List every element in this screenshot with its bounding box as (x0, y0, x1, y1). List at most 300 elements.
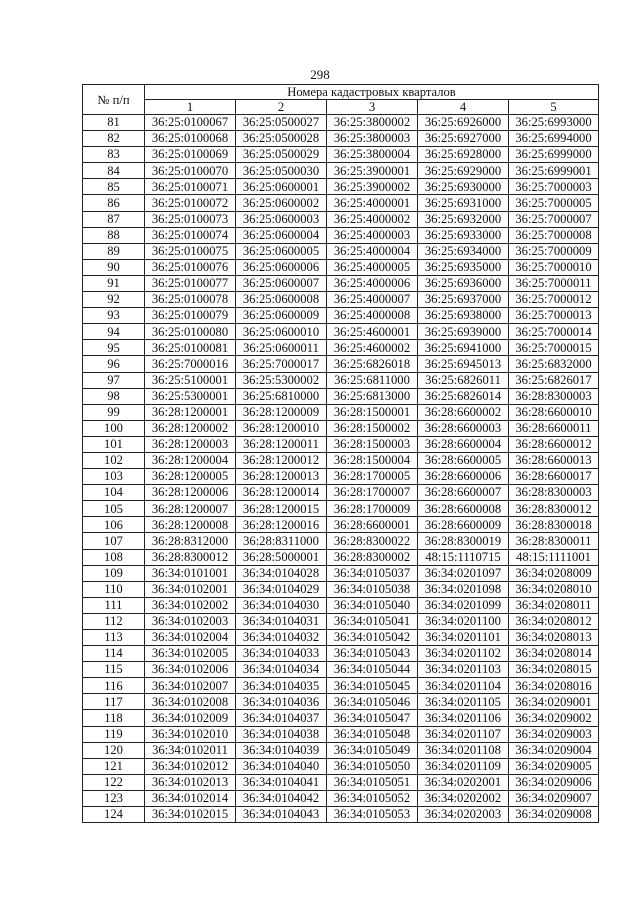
cadastral-number-cell: 36:34:0105041 (327, 613, 418, 629)
cadastral-number-cell: 36:28:1200014 (236, 485, 327, 501)
cadastral-number-cell: 36:25:4000004 (327, 243, 418, 259)
cadastral-number-cell: 36:34:0104031 (236, 613, 327, 629)
cadastral-number-cell: 36:34:0202003 (418, 807, 509, 823)
cadastral-number-cell: 36:28:6600004 (418, 436, 509, 452)
cadastral-number-cell: 36:25:0600008 (236, 292, 327, 308)
table-row (83, 581, 599, 597)
cadastral-number-cell: 36:25:6999001 (509, 163, 599, 179)
cadastral-number-cell: 36:34:0105040 (327, 597, 418, 613)
cadastral-number-cell: 36:34:0104029 (236, 581, 327, 597)
table-header (83, 85, 599, 115)
cadastral-number-cell: 36:25:6832000 (509, 356, 599, 372)
cadastral-number-cell: 36:28:1200012 (236, 452, 327, 468)
cadastral-number-cell: 36:28:1200016 (236, 517, 327, 533)
row-number-cell: 86 (83, 195, 145, 211)
row-number-cell: 118 (83, 710, 145, 726)
cadastral-number-cell: 36:25:6930000 (418, 179, 509, 195)
cadastral-number-cell: 36:25:7000015 (509, 340, 599, 356)
column-number-2: 2 (236, 100, 327, 115)
cadastral-number-cell: 36:25:4600002 (327, 340, 418, 356)
cadastral-number-cell: 36:28:1200009 (236, 404, 327, 420)
cadastral-number-cell: 36:34:0201099 (418, 597, 509, 613)
row-number-cell: 124 (83, 807, 145, 823)
cadastral-number-cell: 36:25:6826017 (509, 372, 599, 388)
cadastral-number-cell: 36:25:4000008 (327, 308, 418, 324)
cadastral-number-cell: 36:25:0100080 (145, 324, 236, 340)
cadastral-number-cell: 36:34:0102001 (145, 581, 236, 597)
row-number-cell: 92 (83, 292, 145, 308)
cadastral-number-cell: 36:25:7000009 (509, 243, 599, 259)
table-row (83, 227, 599, 243)
column-number-5: 5 (509, 100, 599, 115)
cadastral-number-cell: 36:34:0102008 (145, 694, 236, 710)
cadastral-number-cell: 36:28:6600006 (418, 469, 509, 485)
cadastral-number-cell: 36:34:0208013 (509, 630, 599, 646)
cadastral-number-cell: 36:25:7000003 (509, 179, 599, 195)
cadastral-number-cell: 36:34:0104043 (236, 807, 327, 823)
cadastral-number-cell: 36:25:6929000 (418, 163, 509, 179)
cadastral-number-cell: 36:25:6994000 (509, 131, 599, 147)
cadastral-number-cell: 36:28:1200003 (145, 436, 236, 452)
cadastral-number-cell: 36:28:6600010 (509, 404, 599, 420)
table-row (83, 694, 599, 710)
table-row (83, 517, 599, 533)
table-row (83, 292, 599, 308)
cadastral-number-cell: 36:34:0201103 (418, 662, 509, 678)
cadastral-number-cell: 36:34:0102006 (145, 662, 236, 678)
cadastral-number-cell: 36:34:0102012 (145, 758, 236, 774)
cadastral-number-cell: 36:28:6600007 (418, 485, 509, 501)
row-number-cell: 90 (83, 259, 145, 275)
row-number-cell: 88 (83, 227, 145, 243)
cadastral-number-cell: 36:28:1700005 (327, 469, 418, 485)
table-row (83, 163, 599, 179)
table-row (83, 131, 599, 147)
cadastral-number-cell: 36:34:0201102 (418, 646, 509, 662)
table-row (83, 324, 599, 340)
cadastral-number-cell: 36:28:1200008 (145, 517, 236, 533)
column-number-4: 4 (418, 100, 509, 115)
cadastral-number-cell: 36:25:0100075 (145, 243, 236, 259)
cadastral-number-cell: 36:25:0100068 (145, 131, 236, 147)
cadastral-number-cell: 36:25:7000017 (236, 356, 327, 372)
row-number-cell: 89 (83, 243, 145, 259)
row-number-cell: 102 (83, 452, 145, 468)
table-row (83, 758, 599, 774)
cadastral-number-cell: 36:34:0104028 (236, 565, 327, 581)
row-number-cell: 104 (83, 485, 145, 501)
cadastral-number-cell: 36:25:0100073 (145, 211, 236, 227)
cadastral-number-cell: 36:34:0105053 (327, 807, 418, 823)
row-number-cell: 111 (83, 597, 145, 613)
column-number-1: 1 (145, 100, 236, 115)
cadastral-number-cell: 48:15:1111001 (509, 549, 599, 565)
cadastral-number-cell: 36:25:3800004 (327, 147, 418, 163)
row-number-cell: 112 (83, 613, 145, 629)
table-row (83, 807, 599, 823)
cadastral-number-cell: 36:34:0102007 (145, 678, 236, 694)
cadastral-number-cell: 36:34:0105051 (327, 774, 418, 790)
cadastral-number-cell: 36:34:0102009 (145, 710, 236, 726)
cadastral-number-cell: 36:25:0500028 (236, 131, 327, 147)
cadastral-number-cell: 36:25:0600011 (236, 340, 327, 356)
cadastral-numbers-header: Номера кадастровых кварталов (145, 85, 599, 100)
cadastral-number-cell: 36:28:1200007 (145, 501, 236, 517)
row-number-cell: 114 (83, 646, 145, 662)
cadastral-number-cell: 36:25:0100071 (145, 179, 236, 195)
cadastral-number-cell: 36:34:0104039 (236, 742, 327, 758)
table-row (83, 420, 599, 436)
cadastral-number-cell: 36:25:6945013 (418, 356, 509, 372)
row-number-cell: 84 (83, 163, 145, 179)
cadastral-number-cell: 36:34:0104030 (236, 597, 327, 613)
cadastral-number-cell: 36:28:6600005 (418, 452, 509, 468)
table-row (83, 485, 599, 501)
cadastral-number-cell: 36:25:5100001 (145, 372, 236, 388)
cadastral-number-cell: 36:28:6600001 (327, 517, 418, 533)
cadastral-number-cell: 36:34:0201107 (418, 726, 509, 742)
row-number-cell: 108 (83, 549, 145, 565)
page-number: 298 (310, 67, 330, 82)
cadastral-number-cell: 36:34:0208010 (509, 581, 599, 597)
cadastral-number-cell: 36:34:0201105 (418, 694, 509, 710)
cadastral-number-cell: 36:25:7000010 (509, 259, 599, 275)
table-row (83, 565, 599, 581)
cadastral-number-cell: 36:28:1500001 (327, 404, 418, 420)
cadastral-number-cell: 36:25:6936000 (418, 275, 509, 291)
table-row (83, 147, 599, 163)
table-row (83, 275, 599, 291)
row-number-cell: 122 (83, 774, 145, 790)
cadastral-number-cell: 36:34:0209004 (509, 742, 599, 758)
row-number-cell: 81 (83, 115, 145, 131)
cadastral-number-cell: 36:25:6810000 (236, 388, 327, 404)
cadastral-number-cell: 36:25:6934000 (418, 243, 509, 259)
table-row (83, 211, 599, 227)
cadastral-number-cell: 36:25:0600003 (236, 211, 327, 227)
cadastral-number-cell: 36:34:0104033 (236, 646, 327, 662)
cadastral-number-cell: 36:28:6600008 (418, 501, 509, 517)
cadastral-number-cell: 36:28:1200015 (236, 501, 327, 517)
cadastral-number-cell: 36:34:0202001 (418, 774, 509, 790)
cadastral-number-cell: 36:25:6941000 (418, 340, 509, 356)
cadastral-number-cell: 36:25:0600009 (236, 308, 327, 324)
cadastral-number-cell: 36:34:0104042 (236, 790, 327, 806)
row-number-cell: 109 (83, 565, 145, 581)
row-number-cell: 96 (83, 356, 145, 372)
cadastral-number-cell: 36:34:0104035 (236, 678, 327, 694)
row-number-cell: 91 (83, 275, 145, 291)
cadastral-number-cell: 36:34:0105048 (327, 726, 418, 742)
cadastral-number-cell: 36:34:0104034 (236, 662, 327, 678)
cadastral-number-cell: 36:25:6826011 (418, 372, 509, 388)
row-number-cell: 110 (83, 581, 145, 597)
table-row (83, 710, 599, 726)
cadastral-number-cell: 36:25:6928000 (418, 147, 509, 163)
cadastral-number-cell: 36:28:1200001 (145, 404, 236, 420)
column-number-3: 3 (327, 100, 418, 115)
table-row (83, 597, 599, 613)
cadastral-number-cell: 36:25:0600010 (236, 324, 327, 340)
row-number-cell: 121 (83, 758, 145, 774)
cadastral-number-cell: 36:34:0105038 (327, 581, 418, 597)
cadastral-number-cell: 36:34:0201108 (418, 742, 509, 758)
table-row (83, 356, 599, 372)
cadastral-number-cell: 36:25:6939000 (418, 324, 509, 340)
cadastral-number-cell: 36:25:7000005 (509, 195, 599, 211)
cadastral-number-cell: 36:34:0201106 (418, 710, 509, 726)
row-number-cell: 87 (83, 211, 145, 227)
cadastral-number-cell: 36:34:0105046 (327, 694, 418, 710)
cadastral-number-cell: 36:34:0102011 (145, 742, 236, 758)
cadastral-number-cell: 36:25:4000001 (327, 195, 418, 211)
cadastral-number-cell: 48:15:1110715 (418, 549, 509, 565)
cadastral-number-cell: 36:25:7000012 (509, 292, 599, 308)
row-number-cell: 97 (83, 372, 145, 388)
cadastral-number-cell: 36:25:6926000 (418, 115, 509, 131)
cadastral-number-cell: 36:34:0102002 (145, 597, 236, 613)
cadastral-number-cell: 36:34:0201097 (418, 565, 509, 581)
cadastral-number-cell: 36:28:8300003 (509, 388, 599, 404)
row-number-cell: 123 (83, 790, 145, 806)
cadastral-number-cell: 36:28:6600012 (509, 436, 599, 452)
cadastral-number-cell: 36:34:0104032 (236, 630, 327, 646)
row-number-cell: 99 (83, 404, 145, 420)
table-row (83, 533, 599, 549)
row-number-cell: 107 (83, 533, 145, 549)
cadastral-number-cell: 36:34:0102015 (145, 807, 236, 823)
cadastral-number-cell: 36:25:6826014 (418, 388, 509, 404)
cadastral-number-cell: 36:34:0201104 (418, 678, 509, 694)
cadastral-number-cell: 36:25:6933000 (418, 227, 509, 243)
cadastral-number-cell: 36:34:0208014 (509, 646, 599, 662)
cadastral-number-cell: 36:34:0209001 (509, 694, 599, 710)
cadastral-number-cell: 36:25:3900001 (327, 163, 418, 179)
table-row (83, 790, 599, 806)
cadastral-number-cell: 36:25:0100079 (145, 308, 236, 324)
cadastral-number-cell: 36:28:1200010 (236, 420, 327, 436)
cadastral-number-cell: 36:34:0104036 (236, 694, 327, 710)
cadastral-number-cell: 36:34:0208015 (509, 662, 599, 678)
table-row (83, 372, 599, 388)
cadastral-number-cell: 36:25:0500027 (236, 115, 327, 131)
table-row (83, 726, 599, 742)
cadastral-number-cell: 36:25:0100070 (145, 163, 236, 179)
cadastral-number-cell: 36:34:0105043 (327, 646, 418, 662)
cadastral-number-cell: 36:28:1200002 (145, 420, 236, 436)
cadastral-number-cell: 36:25:0100081 (145, 340, 236, 356)
cadastral-number-cell: 36:34:0105052 (327, 790, 418, 806)
cadastral-number-cell: 36:34:0104040 (236, 758, 327, 774)
cadastral-number-cell: 36:28:8300018 (509, 517, 599, 533)
row-number-cell: 101 (83, 436, 145, 452)
table-row (83, 662, 599, 678)
row-number-cell: 82 (83, 131, 145, 147)
cadastral-number-cell: 36:25:4000006 (327, 275, 418, 291)
cadastral-number-cell: 36:34:0209005 (509, 758, 599, 774)
cadastral-number-cell: 36:25:7000014 (509, 324, 599, 340)
row-number-cell: 120 (83, 742, 145, 758)
row-number-cell: 93 (83, 308, 145, 324)
table-body (83, 115, 599, 823)
cadastral-number-cell: 36:28:5000001 (236, 549, 327, 565)
cadastral-number-cell: 36:25:6927000 (418, 131, 509, 147)
table-row (83, 742, 599, 758)
row-number-cell: 94 (83, 324, 145, 340)
row-number-cell: 98 (83, 388, 145, 404)
cadastral-number-cell: 36:25:4000003 (327, 227, 418, 243)
cadastral-number-cell: 36:34:0209003 (509, 726, 599, 742)
cadastral-number-cell: 36:34:0104041 (236, 774, 327, 790)
cadastral-number-cell: 36:28:8300011 (509, 533, 599, 549)
row-number-cell: 117 (83, 694, 145, 710)
cadastral-number-cell: 36:25:7000016 (145, 356, 236, 372)
cadastral-number-cell: 36:34:0208009 (509, 565, 599, 581)
cadastral-number-cell: 36:34:0105037 (327, 565, 418, 581)
cadastral-number-cell: 36:25:6932000 (418, 211, 509, 227)
cadastral-number-cell: 36:28:8300002 (327, 549, 418, 565)
cadastral-number-cell: 36:28:1200011 (236, 436, 327, 452)
cadastral-number-cell: 36:34:0202002 (418, 790, 509, 806)
row-number-cell: 85 (83, 179, 145, 195)
cadastral-number-cell: 36:25:6938000 (418, 308, 509, 324)
cadastral-number-cell: 36:25:0100069 (145, 147, 236, 163)
cadastral-number-cell: 36:34:0105047 (327, 710, 418, 726)
cadastral-number-cell: 36:28:6600009 (418, 517, 509, 533)
table-row (83, 501, 599, 517)
cadastral-number-cell: 36:25:0100074 (145, 227, 236, 243)
cadastral-number-cell: 36:25:0500030 (236, 163, 327, 179)
cadastral-number-cell: 36:25:0100077 (145, 275, 236, 291)
cadastral-number-cell: 36:25:7000008 (509, 227, 599, 243)
table-row (83, 469, 599, 485)
row-number-cell: 103 (83, 469, 145, 485)
cadastral-number-cell: 36:25:0600004 (236, 227, 327, 243)
cadastral-number-cell: 36:34:0201098 (418, 581, 509, 597)
table-row (83, 646, 599, 662)
table-row (83, 630, 599, 646)
table-row (83, 404, 599, 420)
table-row (83, 179, 599, 195)
row-number-cell: 83 (83, 147, 145, 163)
cadastral-number-cell: 36:25:0100072 (145, 195, 236, 211)
cadastral-number-cell: 36:25:6813000 (327, 388, 418, 404)
cadastral-number-cell: 36:25:4000005 (327, 259, 418, 275)
table-row (83, 678, 599, 694)
cadastral-number-cell: 36:34:0102013 (145, 774, 236, 790)
row-number-cell: 115 (83, 662, 145, 678)
column-number-row (83, 100, 599, 115)
cadastral-number-cell: 36:28:1200004 (145, 452, 236, 468)
cadastral-number-cell: 36:34:0105049 (327, 742, 418, 758)
cadastral-number-cell: 36:25:3900002 (327, 179, 418, 195)
cadastral-number-cell: 36:25:6935000 (418, 259, 509, 275)
cadastral-number-cell: 36:25:3800003 (327, 131, 418, 147)
cadastral-number-cell: 36:25:6811000 (327, 372, 418, 388)
cadastral-number-cell: 36:34:0105042 (327, 630, 418, 646)
row-number-cell: 106 (83, 517, 145, 533)
cadastral-number-cell: 36:34:0209007 (509, 790, 599, 806)
row-number-cell: 116 (83, 678, 145, 694)
cadastral-number-cell: 36:25:6937000 (418, 292, 509, 308)
cadastral-number-cell: 36:28:8311000 (236, 533, 327, 549)
cadastral-number-cell: 36:34:0102003 (145, 613, 236, 629)
table-row (83, 259, 599, 275)
cadastral-number-cell: 36:25:0100067 (145, 115, 236, 131)
cadastral-number-cell: 36:28:8300012 (509, 501, 599, 517)
cadastral-number-cell: 36:28:6600013 (509, 452, 599, 468)
cadastral-number-cell: 36:28:8300022 (327, 533, 418, 549)
cadastral-number-cell: 36:28:6600003 (418, 420, 509, 436)
cadastral-number-cell: 36:34:0201109 (418, 758, 509, 774)
cadastral-number-cell: 36:34:0209002 (509, 710, 599, 726)
table-row (83, 340, 599, 356)
cadastral-number-cell: 36:28:6600017 (509, 469, 599, 485)
cadastral-number-cell: 36:34:0105044 (327, 662, 418, 678)
cadastral-number-cell: 36:25:4600001 (327, 324, 418, 340)
cadastral-number-cell: 36:34:0104038 (236, 726, 327, 742)
cadastral-number-cell: 36:25:7000011 (509, 275, 599, 291)
cadastral-number-cell: 36:28:6600011 (509, 420, 599, 436)
cadastral-number-cell: 36:25:5300001 (145, 388, 236, 404)
cadastral-number-cell: 36:34:0102004 (145, 630, 236, 646)
cadastral-number-cell: 36:34:0102005 (145, 646, 236, 662)
cadastral-number-cell: 36:25:6999000 (509, 147, 599, 163)
cadastral-number-cell: 36:25:0600006 (236, 259, 327, 275)
cadastral-number-cell: 36:28:8312000 (145, 533, 236, 549)
cadastral-number-cell: 36:28:1200005 (145, 469, 236, 485)
cadastral-number-cell: 36:25:6993000 (509, 115, 599, 131)
cadastral-number-cell: 36:25:0100076 (145, 259, 236, 275)
table-row (83, 388, 599, 404)
row-number-cell: 105 (83, 501, 145, 517)
row-number-cell: 119 (83, 726, 145, 742)
cadastral-number-cell: 36:28:1500002 (327, 420, 418, 436)
cadastral-number-cell: 36:25:0600002 (236, 195, 327, 211)
cadastral-number-cell: 36:25:0600001 (236, 179, 327, 195)
cadastral-quarters-table (82, 84, 599, 823)
row-number-header: № п/п (83, 85, 145, 115)
cadastral-number-cell: 36:25:0500029 (236, 147, 327, 163)
cadastral-number-cell: 36:28:6600002 (418, 404, 509, 420)
cadastral-number-cell: 36:28:1200006 (145, 485, 236, 501)
cadastral-number-cell: 36:34:0104037 (236, 710, 327, 726)
cadastral-number-cell: 36:25:7000007 (509, 211, 599, 227)
table-row (83, 774, 599, 790)
cadastral-number-cell: 36:25:4000007 (327, 292, 418, 308)
cadastral-number-cell: 36:28:8300003 (509, 485, 599, 501)
table-row (83, 452, 599, 468)
cadastral-number-cell: 36:28:1200013 (236, 469, 327, 485)
cadastral-number-cell: 36:25:7000013 (509, 308, 599, 324)
cadastral-number-cell: 36:25:6826018 (327, 356, 418, 372)
cadastral-number-cell: 36:28:1500003 (327, 436, 418, 452)
table-row (83, 436, 599, 452)
cadastral-number-cell: 36:34:0102014 (145, 790, 236, 806)
cadastral-number-cell: 36:34:0201101 (418, 630, 509, 646)
table-row (83, 115, 599, 131)
table-row (83, 549, 599, 565)
cadastral-number-cell: 36:28:1700007 (327, 485, 418, 501)
cadastral-number-cell: 36:34:0105045 (327, 678, 418, 694)
cadastral-number-cell: 36:34:0208016 (509, 678, 599, 694)
table-row (83, 243, 599, 259)
cadastral-number-cell: 36:25:0600005 (236, 243, 327, 259)
cadastral-number-cell: 36:34:0208012 (509, 613, 599, 629)
cadastral-number-cell: 36:25:6931000 (418, 195, 509, 211)
table-row (83, 195, 599, 211)
table-row (83, 613, 599, 629)
